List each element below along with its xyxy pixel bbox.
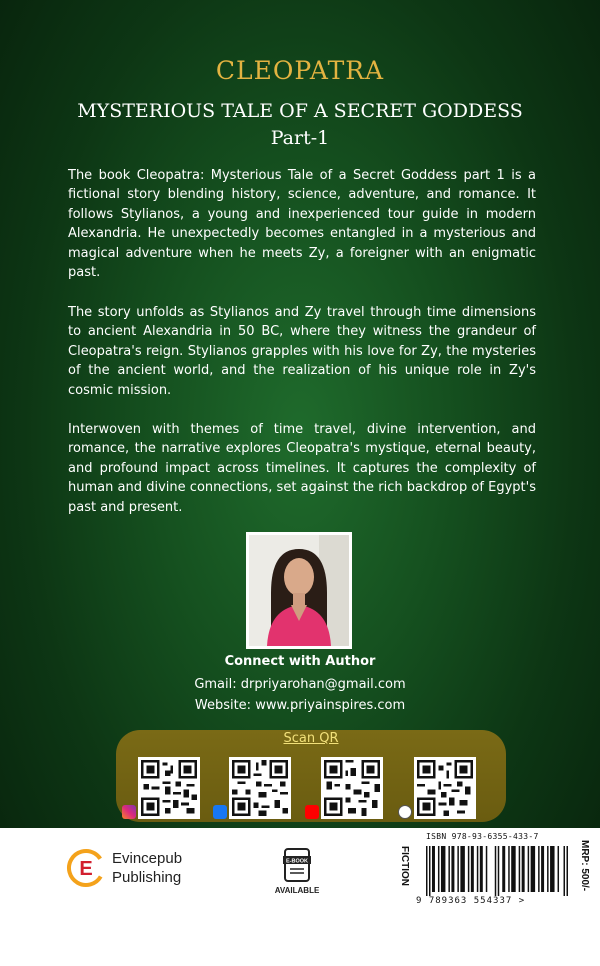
qr-panel: [116, 730, 506, 822]
barcode-number: 9 789363 554337 >: [416, 896, 526, 906]
genre-label: FICTION: [399, 846, 410, 886]
qr-code-facebook[interactable]: [229, 757, 291, 819]
logo-letter: E: [79, 858, 93, 880]
publisher-name-line1: Evincepub: [112, 850, 183, 867]
instagram-icon: [122, 805, 136, 819]
publisher-logo-icon: [66, 848, 106, 888]
facebook-icon: [213, 805, 227, 819]
publisher-name-line2: Publishing: [112, 869, 182, 886]
price-label: MRP: 500/-: [579, 840, 590, 892]
author-email: Gmail: drpriyarohan@gmail.com: [194, 677, 406, 692]
qr-code-youtube[interactable]: [321, 757, 383, 819]
publisher-name: [112, 849, 182, 887]
youtube-icon: [305, 805, 319, 819]
connect-heading: Connect with Author: [224, 654, 376, 669]
book-part: Part-1: [270, 127, 330, 149]
qr-code-instagram[interactable]: [138, 757, 200, 819]
ebook-available: AVAILABLE: [274, 886, 320, 895]
author-website: Website: www.priyainspires.com: [194, 698, 406, 713]
barcode-bars: [426, 846, 568, 896]
book-subtitle: MYSTERIOUS TALE OF A SECRET GODDESS: [77, 100, 523, 122]
author-photo: [246, 532, 352, 649]
ebook-device-icon: [282, 848, 312, 882]
ebook-label: E-BOOK: [286, 858, 308, 865]
scan-qr-label: Scan QR: [283, 731, 339, 746]
publisher-strip: [0, 828, 600, 966]
globe-icon: [398, 805, 412, 819]
isbn-barcode: [408, 832, 594, 908]
blurb-paragraph-1: The book Cleopatra: Mysterious Tale of a Secret Goddess part 1 is a fictional story blending history, science, adventure, and romance. It follows Stylianos, a young and inexperienced tour guide in modern Alexandria. He unexpectedly becomes entangled in a mysterious and magical adventure when he meets Zy, a foreigner with an enigmatic past.: [68, 168, 536, 281]
blurb-paragraph-2: The story unfolds as Stylianos and Zy travel through time dimensions to ancient Alexandria in 50 BC, where they witness the grandeur of Cleopatra's reign. Stylianos grapples with his love for Zy, the mysteries of the ancient world, and the realization of his unique role in Zy's cosmic mission.: [68, 305, 536, 398]
blurb-paragraph-3: Interwoven with themes of time travel, divine intervention, and romance, the narrative explores Cleopatra's mystique, eternal beauty, and profound impact across timelines. It captures the complexity of human and divine connections, set against the rich backdrop of Egypt's past and present.: [68, 422, 536, 515]
qr-code-website[interactable]: [414, 757, 476, 819]
isbn-text: ISBN 978-93-6355-433-7: [426, 832, 539, 841]
book-title: CLEOPATRA: [215, 56, 385, 85]
